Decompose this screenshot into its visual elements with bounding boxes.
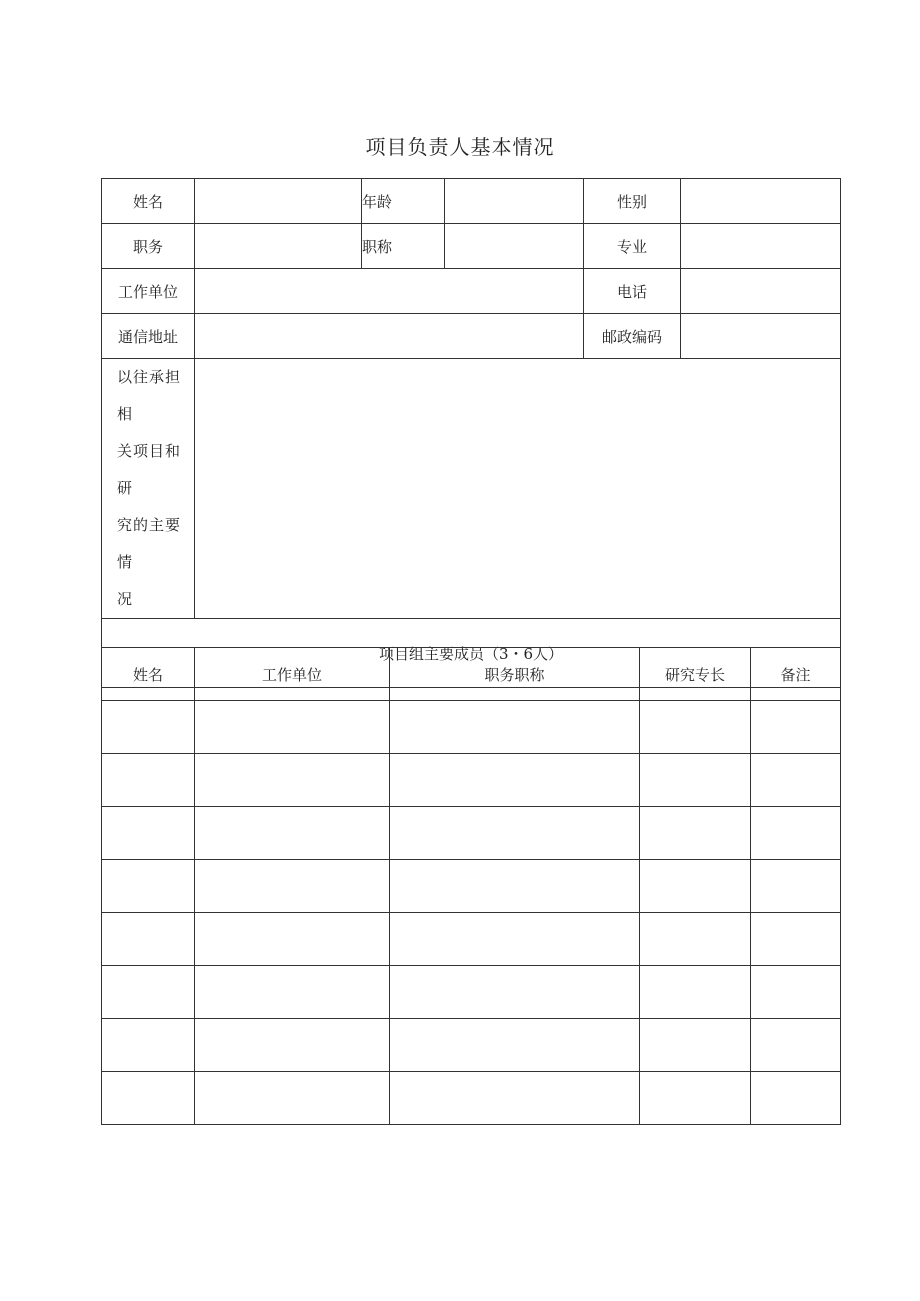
member-name-cell[interactable] (102, 754, 195, 807)
major-label: 专业 (584, 224, 681, 269)
members-table (101, 647, 841, 1125)
employer-field[interactable] (195, 269, 584, 314)
member-remarks-cell[interactable] (751, 966, 841, 1019)
experience-label-line: 况 (117, 590, 134, 608)
member-expertise-cell[interactable] (640, 701, 751, 754)
experience-label-line: 究的主要情 (117, 516, 182, 571)
member-employer-cell[interactable] (195, 966, 390, 1019)
page-title: 项目负责人基本情况 (365, 135, 555, 159)
member-employer-cell[interactable] (195, 807, 390, 860)
leader-info-table (101, 178, 841, 688)
experience-label-line: 以往承担相 (117, 368, 182, 423)
name-label: 姓名 (102, 179, 195, 224)
phone-field[interactable] (681, 269, 841, 314)
member-position-title-cell[interactable] (390, 701, 640, 754)
experience-field[interactable] (195, 359, 841, 619)
member-expertise-cell[interactable] (640, 913, 751, 966)
postcode-field[interactable] (681, 314, 841, 359)
member-employer-cell[interactable] (195, 701, 390, 754)
member-expertise-cell[interactable] (640, 860, 751, 913)
member-remarks-cell[interactable] (751, 754, 841, 807)
name-field[interactable] (195, 179, 362, 224)
member-name-cell[interactable] (102, 1019, 195, 1072)
table-row (102, 1019, 841, 1072)
table-row (102, 1072, 841, 1125)
gender-field[interactable] (681, 179, 841, 224)
position-field[interactable] (195, 224, 362, 269)
gender-label: 性别 (584, 179, 681, 224)
member-remarks-cell[interactable] (751, 1019, 841, 1072)
member-position-title-cell[interactable] (390, 1072, 640, 1125)
phone-label: 电话 (584, 269, 681, 314)
member-name-cell[interactable] (102, 860, 195, 913)
address-label: 通信地址 (102, 314, 195, 359)
members-section-title: 项目组主要成员（3・6人） (102, 619, 841, 688)
column-header-remarks: 备注 (751, 648, 841, 701)
member-employer-cell[interactable] (195, 860, 390, 913)
member-remarks-cell[interactable] (751, 913, 841, 966)
member-rows (102, 701, 841, 1125)
member-remarks-cell[interactable] (751, 807, 841, 860)
table-row (102, 966, 841, 1019)
employer-label: 工作单位 (102, 269, 195, 314)
member-remarks-cell[interactable] (751, 701, 841, 754)
column-header-position-title: 职务职称 (390, 648, 640, 701)
form-row (102, 224, 841, 269)
form-row (102, 179, 841, 224)
table-row (102, 701, 841, 754)
member-employer-cell[interactable] (195, 754, 390, 807)
form-row (102, 314, 841, 359)
table-row (102, 754, 841, 807)
age-field[interactable] (445, 179, 584, 224)
form-row (102, 359, 841, 619)
postcode-label: 邮政编码 (584, 314, 681, 359)
member-expertise-cell[interactable] (640, 1019, 751, 1072)
member-position-title-cell[interactable] (390, 966, 640, 1019)
table-row (102, 860, 841, 913)
age-label: 年龄 (362, 179, 445, 224)
member-expertise-cell[interactable] (640, 754, 751, 807)
member-employer-cell[interactable] (195, 913, 390, 966)
member-position-title-cell[interactable] (390, 913, 640, 966)
member-name-cell[interactable] (102, 701, 195, 754)
member-name-cell[interactable] (102, 1072, 195, 1125)
experience-label (102, 359, 195, 619)
member-name-cell[interactable] (102, 966, 195, 1019)
members-header-row (102, 648, 841, 701)
member-remarks-cell[interactable] (751, 1072, 841, 1125)
member-position-title-cell[interactable] (390, 807, 640, 860)
job-title-label: 职称 (362, 224, 445, 269)
experience-label-line: 关项目和研 (117, 442, 182, 497)
major-field[interactable] (681, 224, 841, 269)
member-remarks-cell[interactable] (751, 860, 841, 913)
member-name-cell[interactable] (102, 807, 195, 860)
member-position-title-cell[interactable] (390, 860, 640, 913)
member-employer-cell[interactable] (195, 1019, 390, 1072)
member-expertise-cell[interactable] (640, 807, 751, 860)
member-expertise-cell[interactable] (640, 966, 751, 1019)
table-row (102, 807, 841, 860)
member-position-title-cell[interactable] (390, 754, 640, 807)
column-header-name: 姓名 (102, 648, 195, 701)
member-position-title-cell[interactable] (390, 1019, 640, 1072)
form-row (102, 269, 841, 314)
column-header-expertise: 研究专长 (640, 648, 751, 701)
member-name-cell[interactable] (102, 913, 195, 966)
member-expertise-cell[interactable] (640, 1072, 751, 1125)
member-employer-cell[interactable] (195, 1072, 390, 1125)
job-title-field[interactable] (445, 224, 584, 269)
address-field[interactable] (195, 314, 584, 359)
column-header-employer: 工作单位 (195, 648, 390, 701)
table-row (102, 913, 841, 966)
position-label: 职务 (102, 224, 195, 269)
